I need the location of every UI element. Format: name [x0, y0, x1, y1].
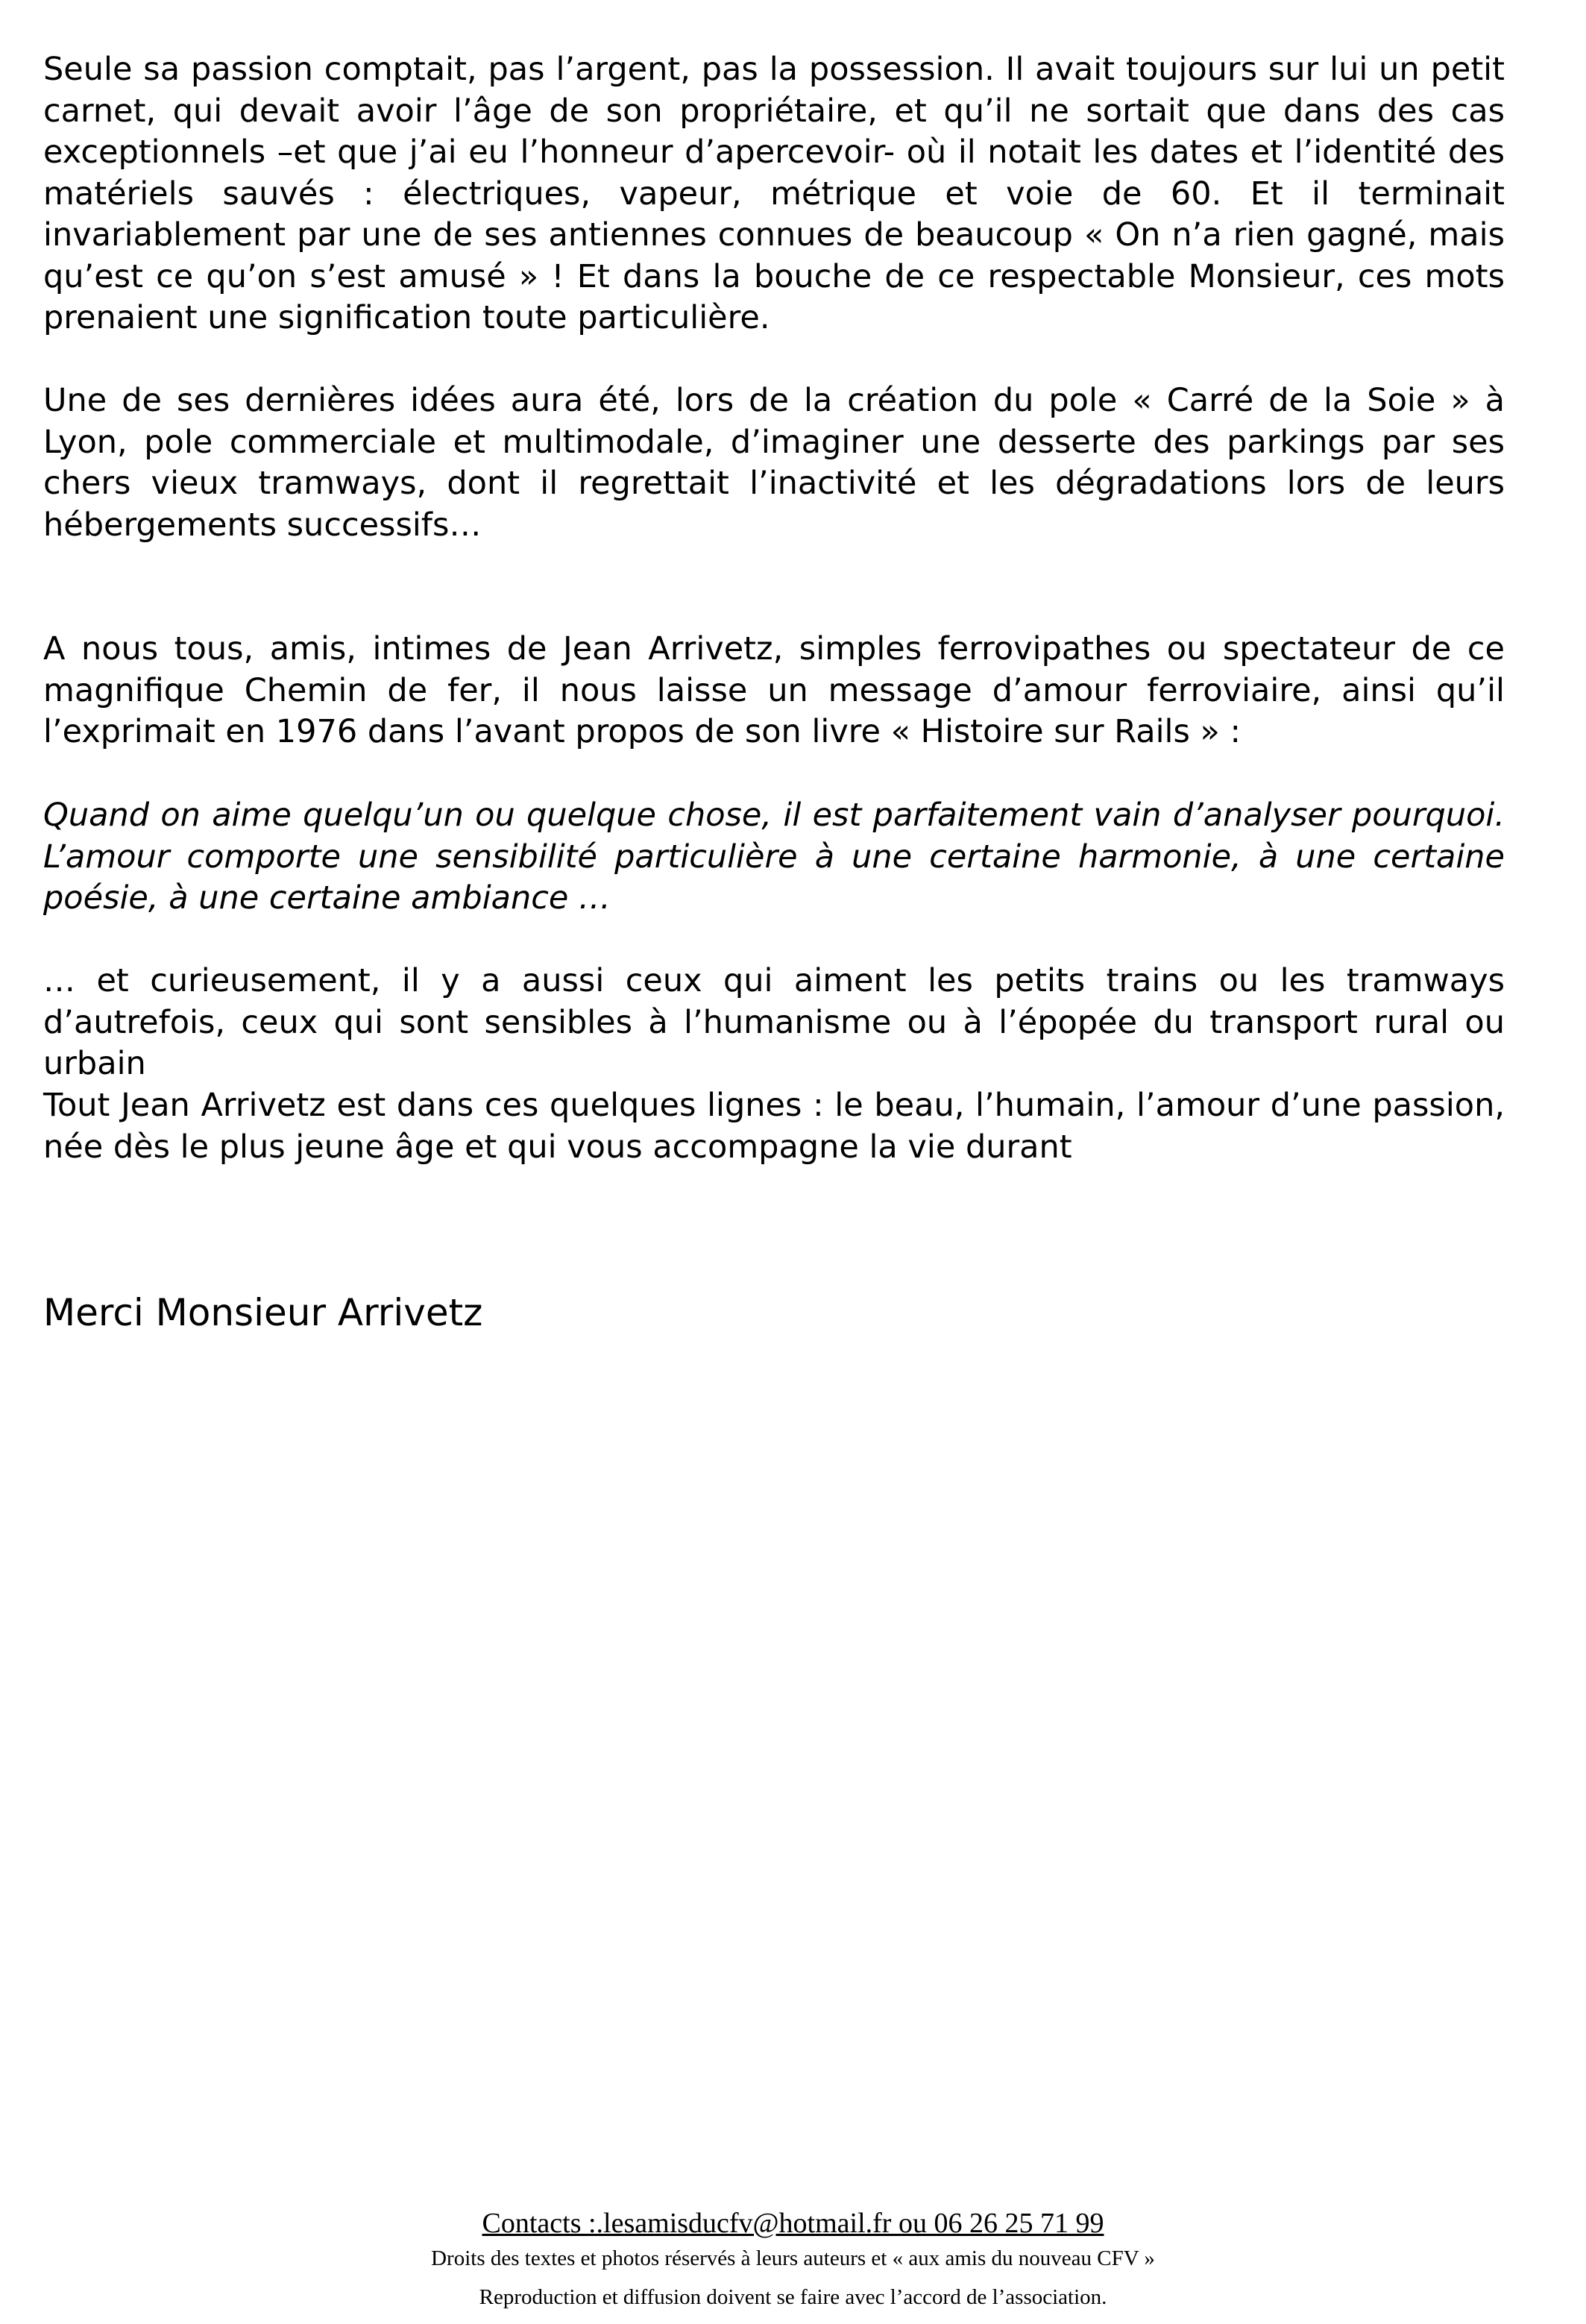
footer-contacts-link[interactable]: Contacts :.lesamisducfv@hotmail.fr ou 06 26 25 71 99 — [482, 2208, 1104, 2239]
footer-reproduction: Reproduction et diffusion doivent se faire avec l’accord de l’association. — [479, 2285, 1107, 2309]
footer-rights: Droits des textes et photos réservés à leurs auteurs et « aux amis du nouveau CFV » — [431, 2246, 1155, 2270]
quote-histoire-sur-rails: Quand on aime quelqu’un ou quelque chose, il est parfaitement vain d’analyser pourquoi. L’amour comporte une sensibilité particulière à une certaine harmonie, à une certaine poésie, à une certaine ambiance … — [43, 797, 1505, 917]
paragraph-carre-de-la-soie: Une de ses dernières idées aura été, lors de la création du pole « Carré de la Soie » à Lyon, pole commerciale et multimodale, d’imaginer une desserte des parkings par ses chers vieux tramways, dont il regrettait l’inactivité et les dégradations lors de leurs hébergements successifs… — [43, 382, 1505, 544]
paragraph-conclusion: Tout Jean Arrivetz est dans ces quelques lignes : le beau, l’humain, l’amour d’une passion, née dès le plus jeune âge et qui vous accompagne la vie durant — [43, 1087, 1505, 1166]
paragraph-passion: Seule sa passion comptait, pas l’argent, pas la possession. Il avait toujours sur lui un petit carnet, qui devait avoir l’âge de son propriétaire, et qu’il ne sortait que dans des cas exceptionnels –et que j’ai eu l’honneur d’apercevoir- où il notait les dates et l’identité des matériels sauvés : électriques, vapeur, métrique et voie de 60. Et il terminait invariablement par une de ses antiennes connues de beaucoup « On n’a rien gagné, mais qu’est ce qu’on s’est amusé » ! Et dans la bouche de ce respectable Monsieur, ces mots prenaient une signification toute particulière. — [43, 51, 1505, 336]
paragraph-message: A nous tous, amis, intimes de Jean Arrivetz, simples ferrovipathes ou spectateur de ce magnifique Chemin de fer, il nous laisse un message d’amour ferroviaire, ainsi qu’il l’exprimait en 1976 dans l’avant propos de son livre « Histoire sur Rails » : — [43, 630, 1505, 750]
closing-line: Merci Monsieur Arrivetz — [43, 1291, 483, 1334]
page-footer — [0, 2206, 1586, 2311]
paragraph-petits-trains: … et curieusement, il y a aussi ceux qui aiment les petits trains ou les tramways d’autrefois, ceux qui sont sensibles à l’humanisme ou à l’épopée du transport rural ou urbain — [43, 962, 1505, 1082]
